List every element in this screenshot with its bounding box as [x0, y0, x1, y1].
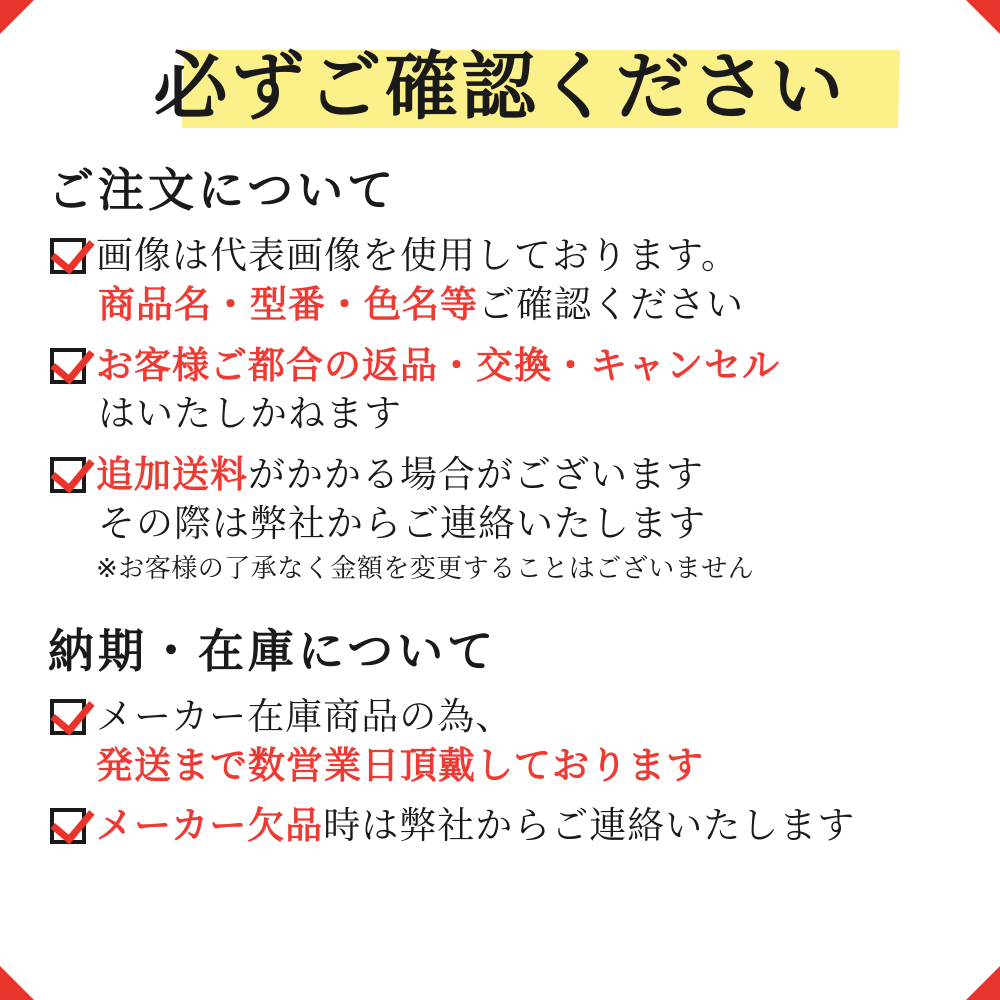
list-item-line [96, 451, 960, 500]
corner-accent-bottom-right [966, 966, 1000, 1000]
list-item-text [96, 342, 960, 440]
list-item-line: 発送まで数営業日頂戴しております [96, 743, 704, 787]
list-item [50, 232, 960, 330]
page-title [40, 38, 960, 136]
corner-accent-bottom-left [0, 966, 34, 1000]
list-item-line [96, 802, 960, 851]
checkmark-icon [50, 699, 86, 735]
list-item-line-rest: がかかる場合がございます [248, 453, 704, 497]
list-item-line: はいたしかねます [98, 392, 402, 436]
list-item-line: 画像は代表画像を使用しております。 [96, 234, 740, 277]
emphasis-text: メーカー欠品 [96, 804, 324, 848]
list-item [50, 451, 960, 586]
checkmark-icon [50, 238, 86, 274]
list-item [50, 802, 960, 851]
list-item-line-rest: 時は弊社からご連絡いたします [323, 804, 856, 848]
emphasis-text: 商品名・型番・色名等 [98, 282, 478, 326]
list-item-line [98, 281, 960, 330]
checkmark-icon [50, 808, 86, 844]
list-item-text [96, 802, 960, 851]
list-item-line-rest: ご確認ください [478, 282, 744, 326]
corner-accent-top-left [0, 0, 34, 34]
list-item [50, 693, 960, 791]
list-item-line: メーカー在庫商品の為、 [96, 694, 514, 738]
corner-accent-top-right [966, 0, 1000, 34]
list-item-note: ※お客様の了承なく金額を変更することはございません [96, 553, 755, 584]
checkmark-icon [50, 348, 86, 384]
page-title-text: 必ずご確認ください [153, 44, 847, 130]
section-heading-delivery: 納期・在庫について [48, 623, 498, 678]
list-item-line: その際は弊社からご連絡いたします [98, 502, 706, 546]
list-item-line: お客様ご都合の返品・交換・キャンセル [96, 343, 780, 387]
list-item-text [96, 693, 960, 791]
list-item-text [96, 451, 960, 586]
list-item-text [96, 232, 960, 330]
emphasis-text: 追加送料 [96, 453, 248, 497]
section-heading-orders: ご注文について [48, 163, 398, 217]
checkmark-icon [50, 457, 86, 493]
list-item [50, 342, 960, 440]
